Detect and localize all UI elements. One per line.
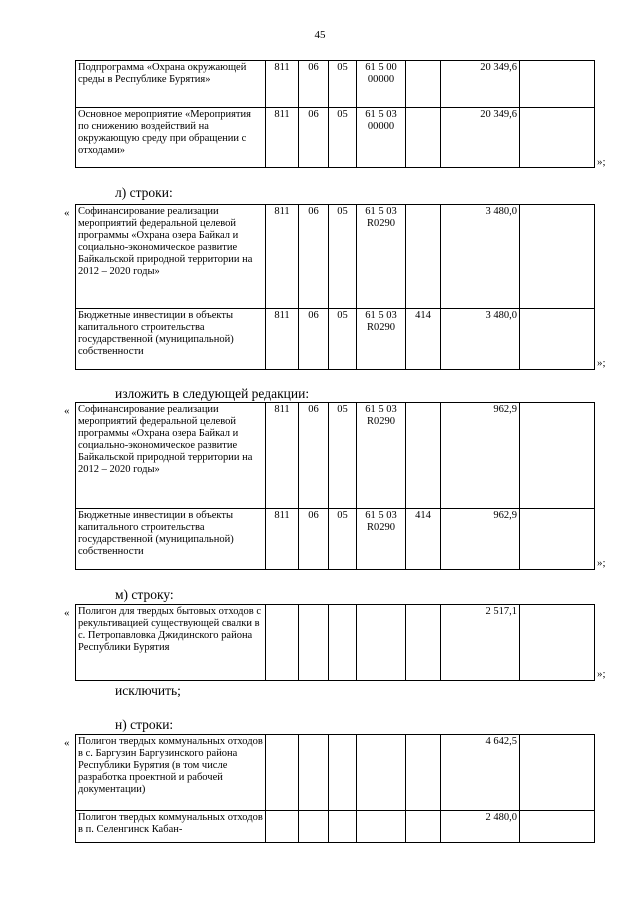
row-csr <box>357 605 406 681</box>
row-extra <box>520 403 595 509</box>
row-pr: 05 <box>329 403 357 509</box>
row-extra <box>520 735 595 811</box>
section-label-new-edition: изложить в следующей редакции: <box>115 386 310 401</box>
row-vr <box>406 403 441 509</box>
row-extra <box>520 309 595 370</box>
row-vr <box>406 61 441 108</box>
page-number: 45 <box>314 29 326 41</box>
row-name: Софинансирование реализации мероприятий федеральной целевой программы «Охрана озера Байкал и социально-экономическое развитие Байкальской природной территории на 2012 – 2020 годы» <box>76 205 266 309</box>
row-vr <box>406 108 441 168</box>
row-gr: 811 <box>266 61 299 108</box>
opening-quote: « <box>64 405 70 417</box>
row-name: Полигон для твердых бытовых отходов с рекультивацией существующей свалки в с. Петропавловка Джидинского района Республики Бурятия <box>76 605 266 681</box>
table-row <box>76 811 595 843</box>
opening-quote: « <box>64 207 70 219</box>
row-csr: 61 5 03 R0290 <box>357 205 406 309</box>
section-label-m: м) строку: <box>115 587 174 602</box>
table-row <box>76 403 595 509</box>
row-pr <box>329 605 357 681</box>
closing-quote: »; <box>597 357 606 369</box>
closing-quote: »; <box>597 156 606 168</box>
budget-table-5 <box>75 734 595 843</box>
row-extra <box>520 205 595 309</box>
row-csr: 61 5 03 00000 <box>357 108 406 168</box>
row-name: Софинансирование реализации мероприятий федеральной целевой программы «Охрана озера Байкал и социально-экономическое развитие Байкальской природной территории на 2012 – 2020 годы» <box>76 403 266 509</box>
row-gr: 811 <box>266 108 299 168</box>
row-extra <box>520 509 595 570</box>
row-name: Основное мероприятие «Мероприятия по снижению воздействий на окружающую среду при обращении с отходами» <box>76 108 266 168</box>
section-label-exclude: исключить; <box>115 683 181 698</box>
row-pr: 05 <box>329 205 357 309</box>
budget-table-4 <box>75 604 595 681</box>
row-sum: 20 349,6 <box>441 108 520 168</box>
row-vr <box>406 735 441 811</box>
row-rz: 06 <box>299 309 329 370</box>
row-extra <box>520 811 595 843</box>
row-rz: 06 <box>299 509 329 570</box>
row-sum: 3 480,0 <box>441 309 520 370</box>
row-csr: 61 5 03 R0290 <box>357 309 406 370</box>
table-row <box>76 735 595 811</box>
row-gr <box>266 735 299 811</box>
table-row <box>76 309 595 370</box>
row-rz <box>299 735 329 811</box>
budget-table-3 <box>75 402 595 570</box>
section-label-n: н) строки: <box>115 717 174 732</box>
row-csr <box>357 735 406 811</box>
row-pr: 05 <box>329 108 357 168</box>
table-row <box>76 605 595 681</box>
row-csr: 61 5 00 00000 <box>357 61 406 108</box>
row-vr <box>406 605 441 681</box>
budget-table-2 <box>75 204 595 370</box>
row-pr: 05 <box>329 509 357 570</box>
opening-quote: « <box>64 607 70 619</box>
row-name: Бюджетные инвестиции в объекты капитального строительства государственной (муниципальной) собственности <box>76 509 266 570</box>
row-pr <box>329 811 357 843</box>
row-rz: 06 <box>299 205 329 309</box>
row-csr: 61 5 03 R0290 <box>357 509 406 570</box>
row-csr <box>357 811 406 843</box>
row-pr: 05 <box>329 61 357 108</box>
row-gr: 811 <box>266 205 299 309</box>
table-row <box>76 108 595 168</box>
row-extra <box>520 605 595 681</box>
row-pr <box>329 735 357 811</box>
row-sum: 962,9 <box>441 403 520 509</box>
row-rz: 06 <box>299 403 329 509</box>
table-row <box>76 205 595 309</box>
row-name: Бюджетные инвестиции в объекты капитального строительства государственной (муниципальной) собственности <box>76 309 266 370</box>
row-vr: 414 <box>406 309 441 370</box>
row-sum: 20 349,6 <box>441 61 520 108</box>
row-name: Полигон твердых коммунальных отходов в п. Селенгинск Кабан- <box>76 811 266 843</box>
row-gr: 811 <box>266 309 299 370</box>
row-gr <box>266 605 299 681</box>
row-extra <box>520 61 595 108</box>
row-sum: 2 480,0 <box>441 811 520 843</box>
row-gr: 811 <box>266 509 299 570</box>
row-sum: 3 480,0 <box>441 205 520 309</box>
row-extra <box>520 108 595 168</box>
row-rz: 06 <box>299 61 329 108</box>
row-name: Подпрограмма «Охрана окружающей среды в Республике Бурятия» <box>76 61 266 108</box>
section-label-l: л) строки: <box>115 185 173 200</box>
closing-quote: »; <box>597 557 606 569</box>
row-sum: 962,9 <box>441 509 520 570</box>
table-row <box>76 61 595 108</box>
row-pr: 05 <box>329 309 357 370</box>
row-csr: 61 5 03 R0290 <box>357 403 406 509</box>
closing-quote: »; <box>597 668 606 680</box>
row-rz: 06 <box>299 108 329 168</box>
budget-table-1 <box>75 60 595 168</box>
opening-quote: « <box>64 737 70 749</box>
row-vr <box>406 205 441 309</box>
row-rz <box>299 811 329 843</box>
table-row <box>76 509 595 570</box>
row-sum: 4 642,5 <box>441 735 520 811</box>
row-sum: 2 517,1 <box>441 605 520 681</box>
row-rz <box>299 605 329 681</box>
row-gr: 811 <box>266 403 299 509</box>
row-vr: 414 <box>406 509 441 570</box>
row-gr <box>266 811 299 843</box>
row-name: Полигон твердых коммунальных отходов в с. Баргузин Баргузинского района Республики Бурятия (в том числе разработка проектной и рабочей документации) <box>76 735 266 811</box>
row-vr <box>406 811 441 843</box>
